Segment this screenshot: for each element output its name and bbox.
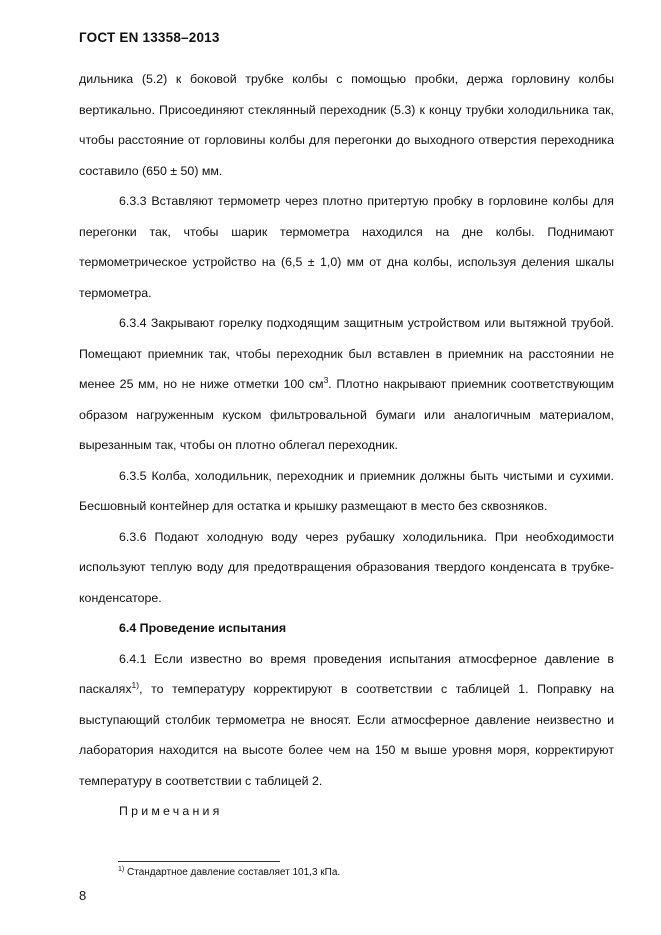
paragraph-6-3-4 — [79, 308, 614, 461]
paragraph-6-3-6: 6.3.6 Подают холодную воду через рубашку холодильника. При необходимости используют теплую воду для предотвращения образования твердого конденсата в трубке-конденсаторе. — [79, 529, 614, 605]
notes-label: Примечания — [119, 804, 223, 818]
superscript-cubic: 3 — [323, 375, 329, 385]
footnote-reference[interactable]: 1) — [131, 680, 140, 690]
footnote-marker: 1) — [118, 866, 125, 873]
paragraph-6-4-1 — [79, 644, 614, 797]
footnote-text: Стандартное давление составляет 101,3 кПа. — [124, 867, 341, 878]
page-number: 8 — [79, 888, 87, 903]
paragraph-6-3-5: 6.3.5 Колба, холодильник, переходник и приемник должны быть чистыми и сухими. Бесшовный контейнер для остатка и крышку размещают в место без сквозняков. — [79, 468, 614, 513]
section-heading-6-4: 6.4 Проведение испытания — [119, 621, 287, 635]
paragraph-6-3-4-text-b: . Плотно накрывают приемник соответствующим образом нагруженным куском фильтровальной бумаги или аналогичным материалом, вырезанным так, чтобы он плотно облегал переходник. — [79, 377, 614, 452]
footnote-divider — [118, 861, 280, 862]
paragraph-6-3-4-text-a: 6.3.4 Закрывают горелку подходящим защитным устройством или вытяжной трубой. Помещают приемник так, чтобы переходник был вставлен в приемник на расстоянии не менее 25 мм, но не ниже отметки 100 см — [79, 316, 614, 391]
paragraph-6-4-1-text-b: , то температуру корректируют в соответствии с таблицей 1. Поправку на выступающий столбик термометра не вносят. Если атмосферное давление неизвестно и лаборатория находится на высоте более чем на 150 м выше уровня моря, корректируют температуру в соответствии с таблицей 2. — [79, 682, 614, 788]
paragraph-continuation: дильника (5.2) к боковой трубке колбы с помощью пробки, держа горловину колбы вертикально. Присоединяют стеклянный переходник (5.3) к концу трубки холодильника так, чтобы расстояние от горловины колбы для перегонки до выходного отверстия переходника составило (650 ± 50) мм. — [79, 72, 614, 178]
document-header: ГОСТ EN 13358–2013 — [79, 30, 220, 45]
body-text — [79, 64, 614, 827]
paragraph-6-3-3: 6.3.3 Вставляют термометр через плотно притертую пробку в горловине колбы для перегонки так, чтобы шарик термометра находился на дне колбы. Поднимают термометрическое устройство на (6,5 ± 1,0) мм от дна колбы, используя деления шкалы термометра. — [79, 194, 614, 300]
footnote — [118, 866, 340, 880]
paragraph-6-4-1-text-a: 6.4.1 Если известно во время проведения испытания атмосферное давление в паскалях — [79, 651, 614, 696]
